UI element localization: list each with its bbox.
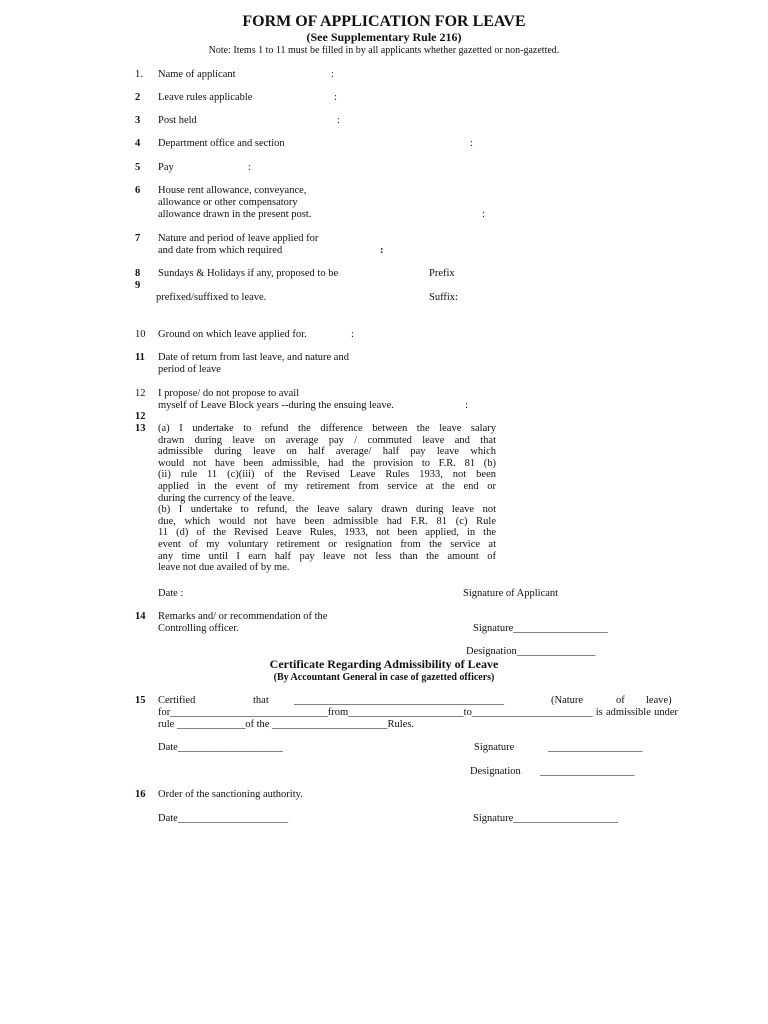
item-12-number: 12 [135,388,146,399]
item-10-number: 10 [135,329,146,340]
item-15-certified-word: Certified [158,695,196,706]
item-6-line-1: House rent allowance, conveyance, [158,185,307,196]
item-4-label: Department office and section [158,138,285,149]
item-13-number: 13 [135,423,146,434]
item-12-colon: : [465,400,468,411]
item-1-label: Name of applicant [158,69,236,80]
item-13-line: any time until I earn half pay leave not less than the amount of [158,550,496,562]
item-15-number: 15 [135,695,146,706]
item-7-line-2: and date from which required [158,245,283,256]
item-6-line-2: allowance or other compensatory [158,197,298,208]
item-13-undertaking [158,423,496,574]
item-13-line: leave not due availed of by me. [158,562,290,574]
item-13-line: applied in the event of my retirement from service at the end or [158,480,496,492]
item-13-line: during the currency of the leave. [158,492,295,504]
item-14-number: 14 [135,611,146,622]
item-9-line-2: prefixed/suffixed to leave. [156,292,267,303]
item-14-line-2: Controlling officer. [158,623,239,634]
item-16-signature-field[interactable]: Signature____________________ [473,813,619,824]
item-15-that-word: that [253,695,269,706]
item-8-number: 8 [135,268,141,279]
item-13-line: admissible during leave on half average/ half pay leave which [158,446,496,458]
item-7-colon: : [380,245,384,256]
item-6-colon: : [482,209,485,220]
item-15-designation-label: Designation [470,766,521,777]
item-8-prefix-label: Prefix [429,268,455,279]
item-15-line-3[interactable]: rule _____________of the ______________________Rules. [158,719,415,730]
item-2-label: Leave rules applicable [158,92,253,103]
item-10-label: Ground on which leave applied for. [158,329,307,340]
item-7-number: 7 [135,233,141,244]
item-2-colon: : [334,92,337,103]
item-13-line: would not have been admissible, had the provision to F.R. 81 (b) [158,457,496,469]
item-13-line: (ii) rule 11 (c)(iii) of the Revised Leave Rules 1933, not been [158,469,496,481]
item-6-line-3: allowance drawn in the present post. [158,209,312,220]
item-13-line: event of my voluntary retirement or resignation from the service at [158,538,496,550]
item-14-designation-field[interactable]: Designation_______________ [466,646,596,657]
item-15-date-field[interactable]: Date____________________ [158,742,283,753]
item-5-number: 5 [135,162,141,173]
item-15-of-word: of [616,695,625,706]
item-8-line-1: Sundays & Holidays if any, proposed to be [158,268,339,279]
applicant-signature-label: Signature of Applicant [463,588,559,599]
item-10-colon: : [351,329,354,340]
item-13-line: (a) I undertake to refund the difference between the leave salary [158,423,496,434]
item-15-leave-word: leave) [646,695,672,706]
item-5-label: Pay [158,162,174,173]
item-2-number: 2 [135,92,141,103]
item-4-colon: : [470,138,473,149]
certificate-title: Certificate Regarding Admissibility of Leave [269,657,499,671]
item-5-colon: : [248,162,251,173]
item-6-number: 6 [135,185,141,196]
item-15-nature-word: (Nature [551,695,584,706]
item-13-line: drawn during leave on average pay / commuted leave and that [158,434,496,446]
form-subtitle: (See Supplementary Rule 216) [306,30,462,44]
item-15-designation-field[interactable]: __________________ [540,766,635,777]
item-16-label: Order of the sanctioning authority. [158,789,303,800]
certificate-subtitle: (By Accountant General in case of gazetted officers) [273,672,495,683]
item-9-suffix-label: Suffix: [429,292,458,303]
applicant-date-label: Date : [158,588,184,599]
item-1-colon: : [331,69,334,80]
form-note: Note: Items 1 to 11 must be filled in by all applicants whether gazetted or non-gazetted. [208,45,560,56]
item-7-line-1: Nature and period of leave applied for [158,233,319,244]
item-16-date-field[interactable]: Date_____________________ [158,813,289,824]
item-3-colon: : [337,115,340,126]
item-13-line: (b) I undertake to refund, the leave salary drawn during leave not [158,504,496,516]
item-13-line: 11 (d) of the Revised Leave Rules, 1933, not been applied, in the [158,527,496,539]
item-12-line-1: I propose/ do not propose to avail [158,388,300,399]
item-16-number: 16 [135,789,146,800]
item-3-label: Post held [158,115,197,126]
item-12-line-2: myself of Leave Block years --during the ensuing leave. [158,400,394,411]
item-1-number: 1. [135,69,143,80]
item-9-number: 9 [135,280,141,291]
item-4-number: 4 [135,138,141,149]
item-11-number: 11 [135,352,145,363]
item-15-signature-field[interactable]: __________________ [548,742,643,753]
item-15-signature-label: Signature [474,742,515,753]
item-15-line-2[interactable] [158,707,678,719]
item-15-line-2-text[interactable]: for______________________________from______________________to_______________________ is admissible under [158,707,678,718]
item-15-blank[interactable]: ________________________________________ [294,695,504,706]
item-11-line-1: Date of return from last leave, and nature and [158,352,349,363]
item-13-line: due, which would not have been admissible had F.R. 81 (c) Rule [158,515,496,527]
item-12-number-repeat: 12 [135,411,146,422]
item-11-line-2: period of leave [158,364,221,375]
form-title: FORM OF APPLICATION FOR LEAVE [242,13,526,30]
item-3-number: 3 [135,115,141,126]
item-14-signature-field[interactable]: Signature__________________ [473,623,608,634]
item-14-line-1: Remarks and/ or recommendation of the [158,611,328,622]
